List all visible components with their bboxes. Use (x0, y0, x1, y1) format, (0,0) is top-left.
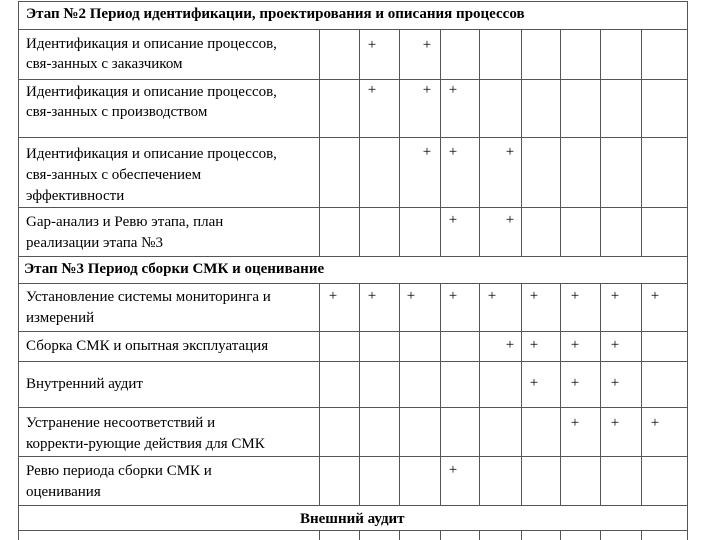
grid-line (521, 530, 522, 540)
plus-mark: + (487, 288, 497, 304)
plus-mark: + (448, 144, 458, 160)
stage-3-title: Этап №3 Период сборки СМК и оценивание (24, 261, 325, 277)
grid-line (18, 137, 688, 138)
plus-mark: + (422, 144, 432, 160)
plus-mark: + (570, 337, 580, 353)
plus-mark: + (650, 288, 660, 304)
task-label: реализации этапа №3 (26, 235, 163, 251)
grid-line (641, 29, 642, 257)
grid-line (687, 1, 688, 540)
grid-line (560, 29, 561, 257)
plus-mark: + (367, 37, 377, 53)
grid-line (359, 530, 360, 540)
task-label: Идентификация и описание процессов, (26, 146, 277, 162)
plus-mark: + (505, 144, 515, 160)
grid-line (560, 283, 561, 506)
grid-line (18, 256, 688, 257)
plus-mark: + (529, 375, 539, 391)
grid-line (600, 29, 601, 257)
task-label: эффективности (26, 188, 125, 204)
grid-line (399, 29, 400, 257)
grid-line (440, 530, 441, 540)
grid-line (18, 361, 688, 362)
plus-mark: + (422, 37, 432, 53)
plus-mark: + (328, 288, 338, 304)
grid-line (440, 29, 441, 257)
plus-mark: + (406, 288, 416, 304)
grid-line (399, 283, 400, 506)
task-label: Установление системы мониторинга и (26, 289, 271, 305)
external-audit-label: Внешний аудит (300, 511, 405, 527)
grid-line (319, 29, 320, 257)
grid-line (479, 29, 480, 257)
plus-mark: + (529, 288, 539, 304)
grid-line (18, 456, 688, 457)
stage-2-title: Этап №2 Период идентификации, проектирования и описания процессов (26, 6, 525, 22)
plus-mark: + (570, 288, 580, 304)
plus-mark: + (505, 212, 515, 228)
plus-mark: + (610, 337, 620, 353)
plus-mark: + (422, 82, 432, 98)
plus-mark: + (570, 415, 580, 431)
grid-line (18, 407, 688, 408)
task-label: Ревю периода сборки СМК и (26, 463, 212, 479)
plus-mark: + (448, 212, 458, 228)
grid-line (560, 530, 561, 540)
grid-line (18, 1, 688, 2)
grid-line (359, 29, 360, 257)
plus-mark: + (367, 288, 377, 304)
task-label: измерений (26, 310, 95, 326)
plus-mark: + (367, 82, 377, 98)
grid-line (319, 283, 320, 506)
task-label: корректи-рующие действия для СМК (26, 436, 265, 452)
plus-mark: + (505, 337, 515, 353)
task-label: Идентификация и описание процессов, (26, 84, 277, 100)
plus-mark: + (448, 462, 458, 478)
task-label: Сборка СМК и опытная эксплуатация (26, 338, 269, 354)
plus-mark: + (448, 288, 458, 304)
grid-line (319, 530, 320, 540)
grid-line (18, 207, 688, 208)
plus-mark: + (570, 375, 580, 391)
grid-line (440, 283, 441, 506)
grid-line (641, 283, 642, 506)
plus-mark: + (610, 415, 620, 431)
plus-mark: + (650, 415, 660, 431)
task-label: Идентификация и описание процессов, (26, 36, 277, 52)
task-label: свя-занных с обеспечением (26, 167, 202, 183)
task-label: оценивания (26, 484, 101, 500)
grid-line (521, 29, 522, 257)
grid-line (641, 530, 642, 540)
grid-line (359, 283, 360, 506)
grid-line (479, 283, 480, 506)
plus-mark: + (610, 288, 620, 304)
grid-line (18, 505, 688, 506)
grid-line (600, 283, 601, 506)
grid-line (600, 530, 601, 540)
task-label: Внутренний аудит (26, 376, 143, 392)
task-label: свя-занных с производством (26, 104, 208, 120)
grid-line (18, 283, 688, 284)
plus-mark: + (610, 375, 620, 391)
grid-line (521, 283, 522, 506)
plus-mark: + (448, 82, 458, 98)
task-label: свя-занных с заказчиком (26, 56, 183, 72)
task-label: Устранение несоответствий и (26, 415, 216, 431)
grid-line (18, 331, 688, 332)
grid-line (18, 79, 688, 80)
grid-line (18, 530, 688, 531)
grid-line (18, 1, 19, 540)
grid-line (399, 530, 400, 540)
grid-line (18, 29, 688, 30)
task-label: Gap-анализ и Ревю этапа, план (26, 214, 224, 230)
grid-line (479, 530, 480, 540)
plus-mark: + (529, 337, 539, 353)
